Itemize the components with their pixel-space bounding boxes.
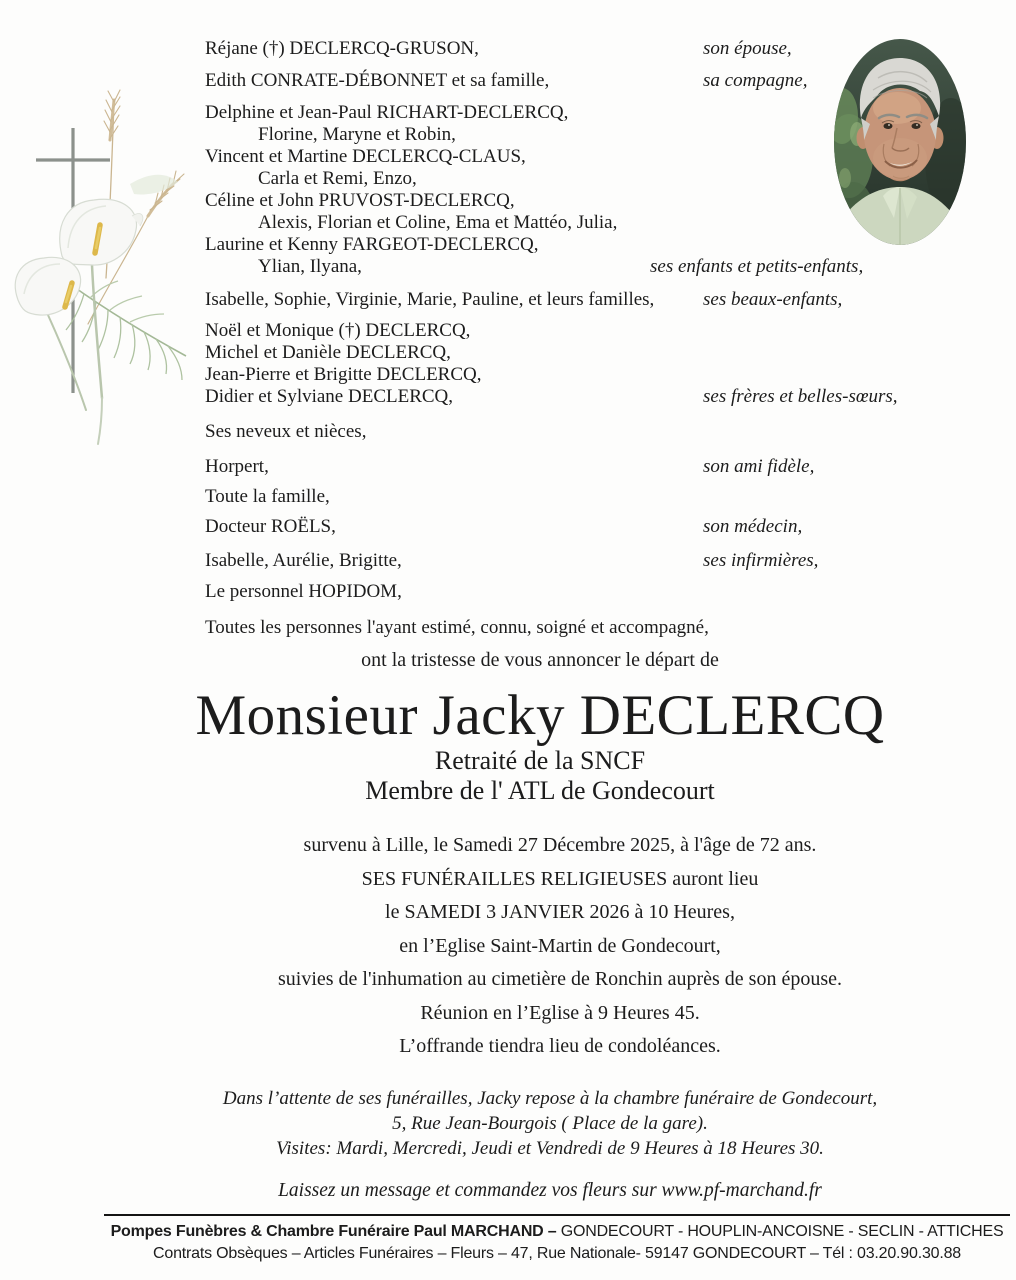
footer-line-1	[104, 1221, 1010, 1243]
family-row-text: Didier et Sylviane DECLERCQ,	[205, 386, 454, 407]
family-row	[205, 234, 921, 256]
family-row	[205, 364, 921, 386]
notice-line: Visites: Mardi, Mercredi, Jeudi et Vendredi de 9 Heures à 18 Heures 30.	[276, 1138, 824, 1159]
family-row-text: Ses neveux et nièces,	[205, 421, 367, 442]
family-row-text: Vincent et Martine DECLERCQ-CLAUS,	[205, 146, 526, 167]
relationship-label: ses beaux-enfants,	[703, 289, 843, 310]
footer-cities: GONDECOURT - HOUPLIN-ANCOISNE - SECLIN - ATTICHES	[560, 1223, 1004, 1240]
deceased-subtitle-atl: Membre de l' ATL de Gondecourt	[365, 776, 715, 805]
announcement-intro: ont la tristesse de vous annoncer le départ de	[361, 649, 719, 671]
family-row	[205, 38, 921, 60]
family-row-text: Horpert,	[205, 456, 269, 477]
footer-divider	[104, 1214, 1010, 1216]
detail-line: L’offrande tiendra lieu de condoléances.	[399, 1035, 721, 1057]
funeral-home-notice	[138, 1086, 962, 1202]
relationship-label: son ami fidèle,	[703, 456, 815, 477]
family-row-text: Docteur ROËLS,	[205, 516, 336, 537]
family-row-text: Toutes les personnes l'ayant estimé, connu, soigné et accompagné,	[205, 617, 709, 638]
funeral-home-name: Pompes Funèbres & Chambre Funéraire Paul MARCHAND –	[110, 1223, 561, 1240]
relationship-label: ses enfants et petits-enfants,	[650, 256, 864, 277]
footer	[104, 1214, 1010, 1265]
deceased-subtitle-sncf: Retraité de la SNCF	[434, 746, 646, 775]
family-row	[205, 617, 921, 639]
detail-line: suivies de l'inhumation au cimetière de Ronchin auprès de son épouse.	[277, 968, 842, 990]
family-row	[205, 102, 921, 124]
relationship-label: ses frères et belles-sœurs,	[703, 386, 898, 407]
family-row	[205, 289, 921, 311]
family-row-text: Michel et Danièle DECLERCQ,	[205, 342, 451, 363]
family-row	[205, 516, 921, 538]
relationship-label: son épouse,	[703, 38, 792, 59]
relationship-label: sa compagne,	[703, 70, 808, 91]
family-row	[205, 256, 921, 278]
family-row	[205, 190, 921, 212]
notice-line: 5, Rue Jean-Bourgois ( Place de la gare).	[392, 1113, 708, 1134]
announcement-block	[175, 648, 905, 806]
relationship-label: son médecin,	[703, 516, 803, 537]
family-row-text: Jean-Pierre et Brigitte DECLERCQ,	[205, 364, 482, 385]
ceremony-details	[205, 829, 915, 1064]
family-row	[205, 386, 921, 408]
family-row	[205, 486, 921, 508]
family-row	[205, 212, 921, 234]
family-list	[205, 38, 921, 639]
detail-line: SES FUNÉRAILLES RELIGIEUSES auront lieu	[361, 867, 759, 890]
deceased-name: Monsieur Jacky DECLERCQ	[195, 684, 885, 747]
family-row	[205, 124, 921, 146]
relationship-label: ses infirmières,	[703, 550, 819, 571]
family-row	[205, 70, 921, 92]
family-row-text: Alexis, Florian et Coline, Ema et Mattéo, Julia,	[258, 212, 618, 233]
flowers-message-line: Laissez un message et commandez vos fleurs sur www.pf-marchand.fr	[278, 1180, 822, 1201]
family-row-text: Edith CONRATE-DÉBONNET et sa famille,	[205, 70, 550, 91]
family-row	[205, 581, 921, 603]
family-row-text: Delphine et Jean-Paul RICHART-DECLERCQ,	[205, 102, 569, 123]
family-row-text: Ylian, Ilyana,	[258, 256, 362, 277]
family-row	[205, 456, 921, 478]
family-row-text: Réjane (†) DECLERCQ-GRUSON,	[205, 38, 479, 59]
footer-line-2: Contrats Obsèques – Articles Funéraires – Fleurs – 47, Rue Nationale- 59147 GONDECOURT – Tél : 03.20.90.30.88	[153, 1245, 961, 1262]
family-row-text: Isabelle, Aurélie, Brigitte,	[205, 550, 402, 571]
family-row-text: Céline et John PRUVOST-DECLERCQ,	[205, 190, 515, 211]
detail-line: Réunion en l’Eglise à 9 Heures 45.	[420, 1001, 700, 1024]
notice-line: Dans l’attente de ses funérailles, Jacky repose à la chambre funéraire de Gondecourt,	[222, 1088, 878, 1109]
family-row-text: Laurine et Kenny FARGEOT-DECLERCQ,	[205, 234, 539, 255]
family-row-text: Le personnel HOPIDOM,	[205, 581, 402, 602]
family-row	[205, 168, 921, 190]
family-row-text: Carla et Remi, Enzo,	[258, 168, 417, 189]
family-row	[205, 320, 921, 342]
family-row	[205, 550, 921, 572]
family-row	[205, 421, 921, 443]
family-row	[205, 342, 921, 364]
family-row-text: Isabelle, Sophie, Virginie, Marie, Pauline, et leurs familles,	[205, 289, 655, 310]
detail-line: le SAMEDI 3 JANVIER 2026 à 10 Heures,	[385, 901, 735, 923]
family-row	[205, 146, 921, 168]
family-row-text: Toute la famille,	[205, 486, 330, 507]
family-row-text: Florine, Maryne et Robin,	[258, 124, 456, 145]
detail-line: survenu à Lille, le Samedi 27 Décembre 2025, à l'âge de 72 ans.	[303, 834, 817, 856]
family-row-text: Noël et Monique (†) DECLERCQ,	[205, 320, 471, 341]
detail-line: en l’Eglise Saint-Martin de Gondecourt,	[399, 934, 721, 957]
cross-and-lilies-icon	[10, 88, 195, 448]
